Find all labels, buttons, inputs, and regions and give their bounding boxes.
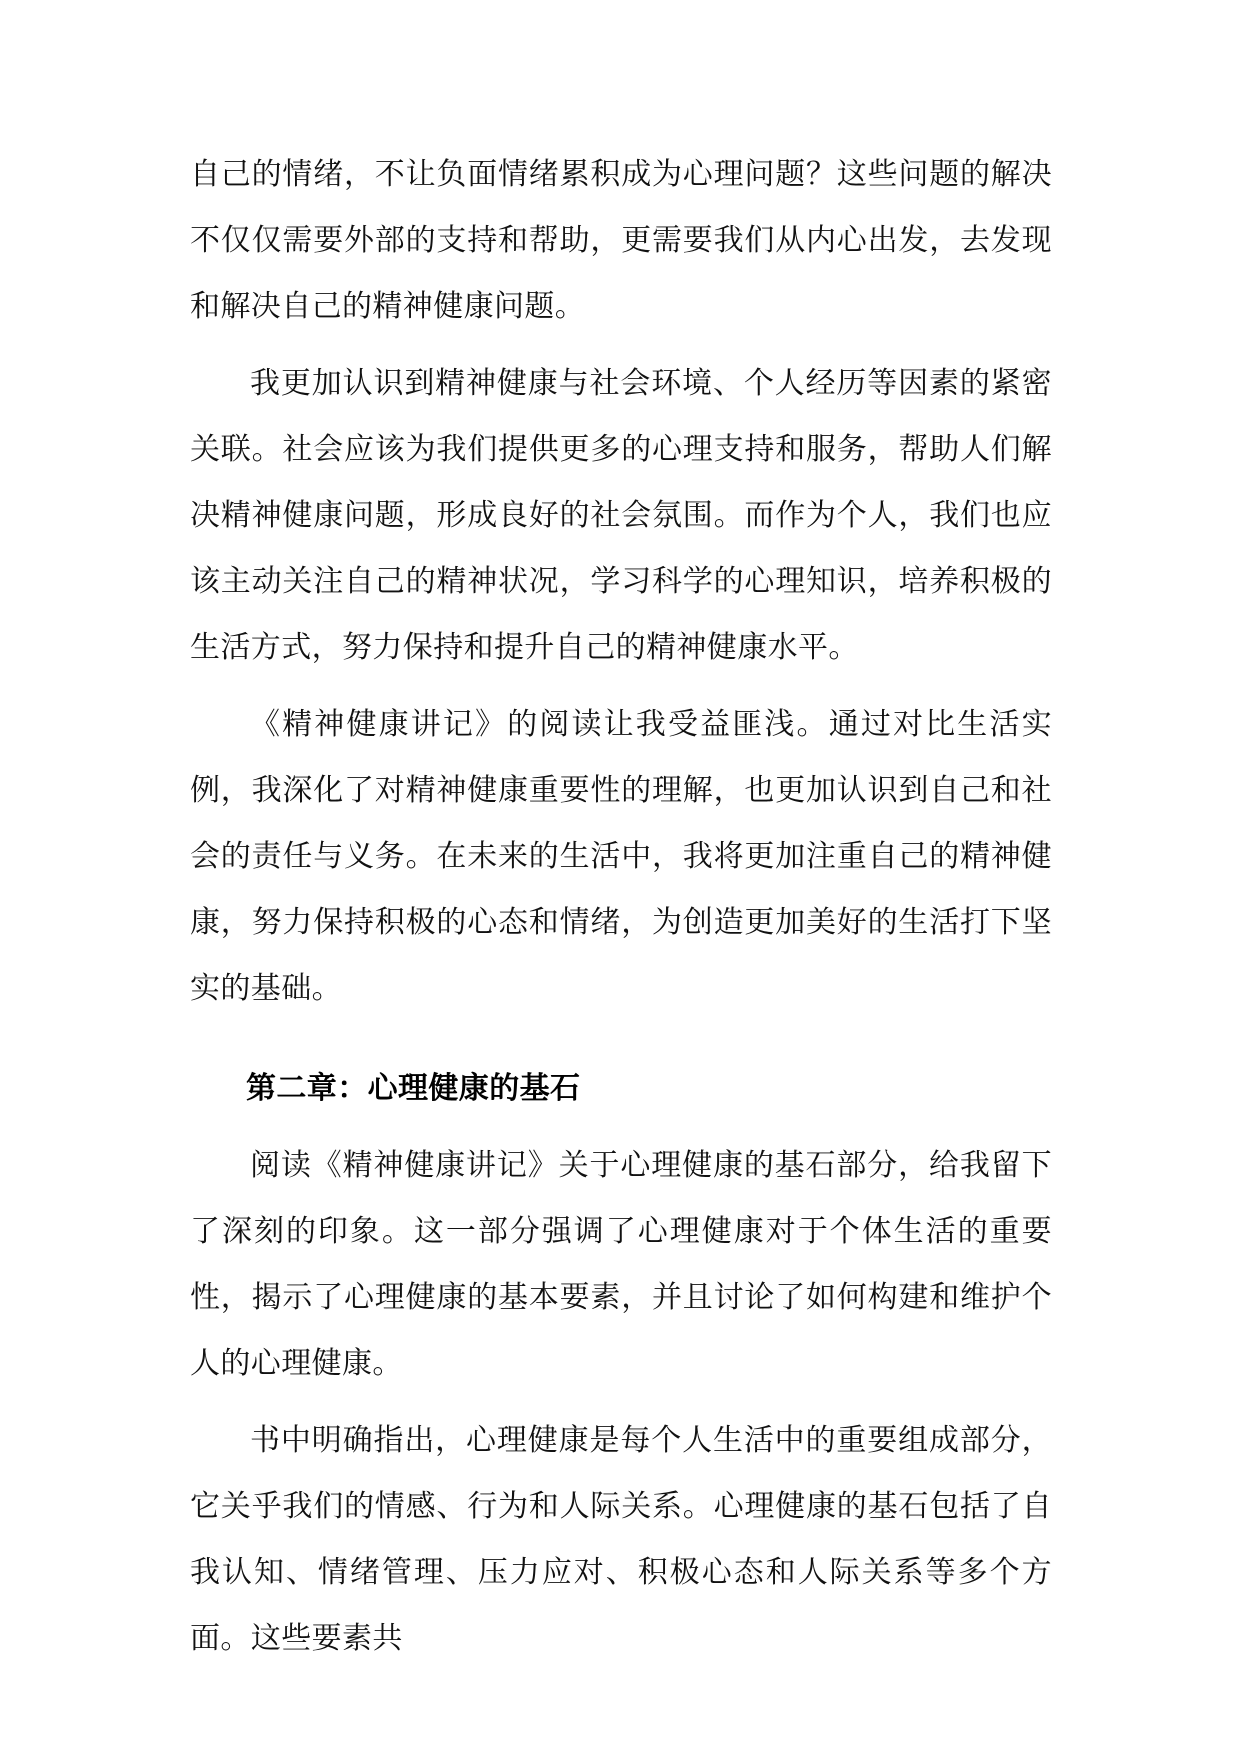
paragraph: 阅读《精神健康讲记》关于心理健康的基石部分，给我留下了深刻的印象。这一部分强调了心理健康对于个体生活的重要性，揭示了心理健康的基本要素，并且讨论了如何构建和维护个人的心理健康。 xyxy=(190,1148,1052,1381)
paragraph-continued: 自己的情绪，不让负面情绪累积成为心理问题？这些问题的解决不仅仅需要外部的支持和帮助，更需要我们从内心出发，去发现和解决自己的精神健康问题。 xyxy=(190,157,1052,324)
chapter-heading: 第二章：心理健康的基石 xyxy=(246,1071,581,1106)
document-body xyxy=(190,142,1052,1683)
paragraph: 我更加认识到精神健康与社会环境、个人经历等因素的紧密关联。社会应该为我们提供更多的心理支持和服务，帮助人们解决精神健康问题，形成良好的社会氛围。而作为个人，我们也应该主动关注自己的精神状况，学习科学的心理知识，培养积极的生活方式，努力保持和提升自己的精神健康水平。 xyxy=(190,366,1052,665)
paragraph: 《精神健康讲记》的阅读让我受益匪浅。通过对比生活实例，我深化了对精神健康重要性的理解，也更加认识到自己和社会的责任与义务。在未来的生活中，我将更加注重自己的精神健康，努力保持积极的心态和情绪，为创造更加美好的生活打下坚实的基础。 xyxy=(190,707,1052,1006)
paragraph: 书中明确指出，心理健康是每个人生活中的重要组成部分，它关乎我们的情感、行为和人际关系。心理健康的基石包括了自我认知、情绪管理、压力应对、积极心态和人际关系等多个方面。这些要素共 xyxy=(190,1423,1052,1656)
